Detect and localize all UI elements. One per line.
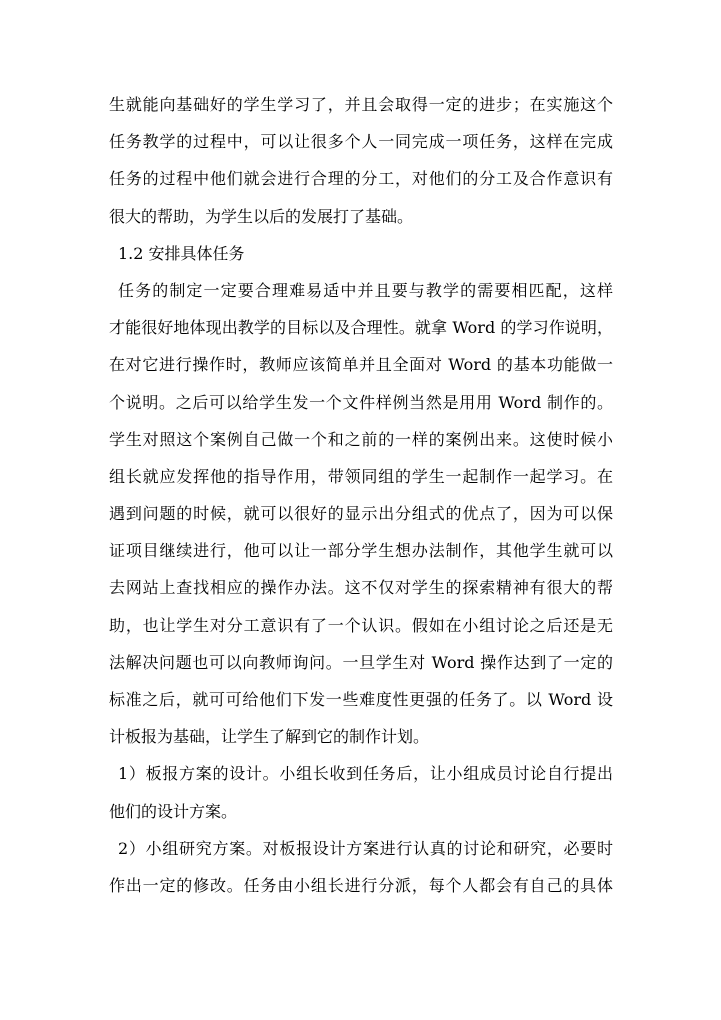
text-line: 1.2 安排具体任务 xyxy=(118,243,245,263)
text-line: 个说明。之后可以给学生发一个文件样例当然是用用 Word 制作的。 xyxy=(109,392,613,412)
text-line: 他们的设计方案。 xyxy=(109,801,238,821)
text-line: 在对它进行操作时，教师应该简单并且全面对 Word 的基本功能做一 xyxy=(109,355,613,375)
text-line: 任务的制定一定要合理难易适中并且要与教学的需要相匹配，这样 xyxy=(118,280,613,300)
text-line: 计板报为基础，让学生了解到它的制作计划。 xyxy=(109,727,430,747)
text-line: 作出一定的修改。任务由小组长进行分派，每个人都会有自己的具体 xyxy=(109,875,613,895)
text-line: 证项目继续进行，他可以让一部分学生想办法制作，其他学生就可以 xyxy=(109,541,613,561)
text-line: 很大的帮助，为学生以后的发展打了基础。 xyxy=(109,206,414,226)
text-line: 助，也让学生对分工意识有了一个认识。假如在小组讨论之后还是无 xyxy=(109,615,613,635)
text-line: 2）小组研究方案。对板报设计方案进行认真的讨论和研究，必要时 xyxy=(118,838,613,858)
text-line: 法解决问题也可以向教师询问。一旦学生对 Word 操作达到了一定的 xyxy=(109,652,613,672)
text-line: 任务的过程中他们就会进行合理的分工，对他们的分工及合作意识有 xyxy=(109,169,613,189)
text-line: 任务教学的过程中，可以让很多个人一同完成一项任务，这样在完成 xyxy=(109,132,613,152)
text-line: 学生对照这个案例自己做一个和之前的一样的案例出来。这使时候小 xyxy=(109,429,613,449)
text-line: 生就能向基础好的学生学习了，并且会取得一定的进步；在实施这个 xyxy=(109,95,613,114)
text-line: 遇到问题的时候，就可以很好的显示出分组式的优点了，因为可以保 xyxy=(109,504,613,524)
text-line: 1）板报方案的设计。小组长收到任务后，让小组成员讨论自行提出 xyxy=(118,764,613,784)
text-line: 才能很好地体现出教学的目标以及合理性。就拿 Word 的学习作说明， xyxy=(109,318,613,338)
text-line: 标准之后，就可可给他们下发一些难度性更强的任务了。以 Word 设 xyxy=(109,690,613,709)
document-body-text xyxy=(109,86,613,904)
text-line: 去网站上查找相应的操作办法。这不仅对学生的探索精神有很大的帮 xyxy=(109,578,613,598)
text-line: 组长就应发挥他的指导作用，带领同组的学生一起制作一起学习。在 xyxy=(109,466,613,486)
